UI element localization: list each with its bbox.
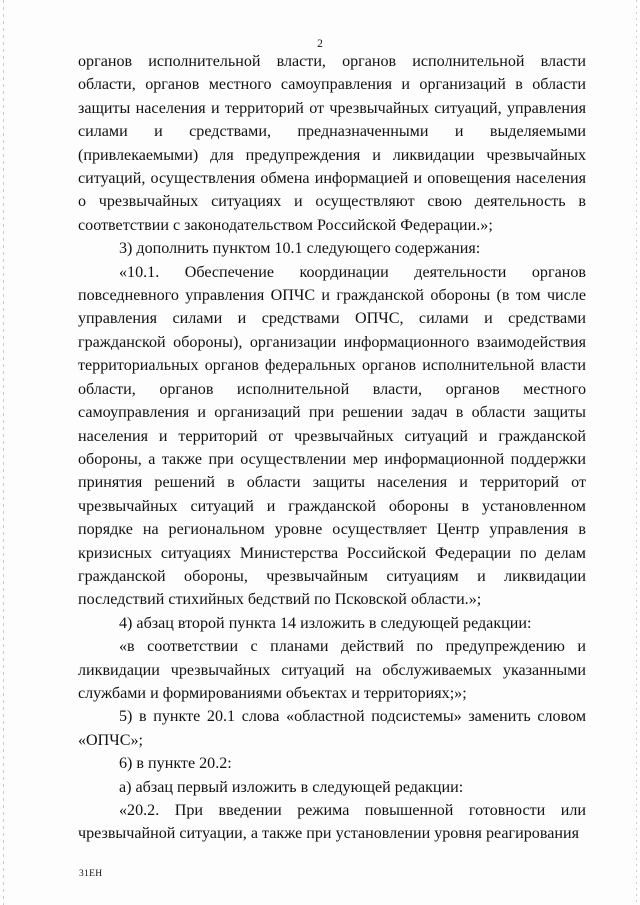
paragraph-item-6: 6) в пункте 20.2:: [119, 755, 232, 773]
document-body: [78, 50, 586, 846]
paragraph-continuation: органов исполнительной власти, органов исполнительной власти области, органов местного самоуправления и организаций в области защиты населения и территорий от чрезвычайных ситуаций, управления силами и средствами, предназначенными и выделяемыми (привлекаемыми) для предупреждения и ликвидации чрезвычайных ситуаций, осуществления обмена информацией и оповещения населения о чрезвычайных ситуациях и осуществляют свою деятельность в соответствии с законодательством Российской Федерации.»;: [78, 53, 586, 234]
document-code: 31ЕН: [79, 869, 103, 879]
scan-edge-right: [636, 0, 637, 905]
paragraph-item-4-text: «в соответствии с планами действий по предупреждению и ликвидации чрезвычайных ситуаций на обслуживаемых указанными службами и формированиями объектах и территориях;»;: [78, 638, 586, 702]
paragraph-item-6a: а) абзац первый изложить в следующей редакции:: [119, 778, 464, 796]
paragraph-item-4: 4) абзац второй пункта 14 изложить в следующей редакции:: [119, 614, 532, 632]
page-number: 2: [317, 38, 323, 50]
paragraph-point-20-2: «20.2. При введении режима повышенной готовности или чрезвычайной ситуации, а также при установлении уровня реагирования: [78, 802, 586, 843]
scan-edge-left: [3, 0, 4, 905]
paragraph-point-10-1: «10.1. Обеспечение координации деятельности органов повседневного управления ОПЧС и гражданской обороны (в том числе управления силами и средствами ОПЧС, силами и средствами гражданской обороны), организации информационного взаимодействия территориальных органов федеральных органов исполнительной власти области, органов исполнительной власти, органов местного самоуправления и организаций при решении задач в области защиты населения и территорий от чрезвычайных ситуаций и гражданской обороны, а также при осуществлении мер информационной поддержки принятия решений в области защиты населения и территорий от чрезвычайных ситуаций и гражданской обороны в установленном порядке на региональном уровне осуществляет Центр управления в кризисных ситуациях Министерства Российской Федерации по делам гражданской обороны, чрезвычайным ситуациям и ликвидации последствий стихийных бедствий по Псковской области.»;: [78, 263, 586, 609]
paragraph-item-5: 5) в пункте 20.1 слова «областной подсистемы» заменить словом «ОПЧС»;: [78, 708, 586, 749]
paragraph-item-3: 3) дополнить пунктом 10.1 следующего содержания:: [119, 240, 481, 258]
